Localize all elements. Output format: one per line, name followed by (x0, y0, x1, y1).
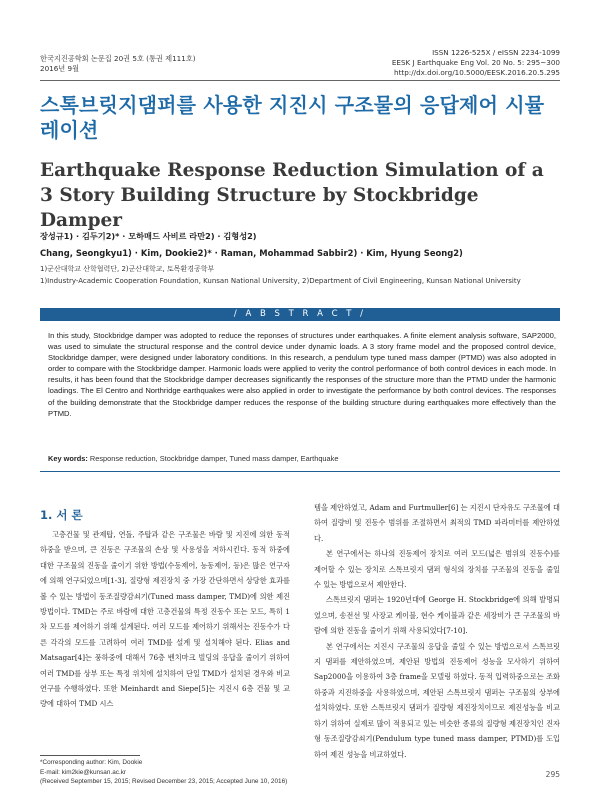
affiliation-english: 1)Industry-Academic Cooperation Foundation, Kunsan National University, 2)Department of Civil Engineering, Kunsan National University (40, 277, 521, 285)
page-number: 295 (545, 770, 560, 779)
abstract-label: / A B S T R A C T / (233, 309, 367, 319)
journal-date-ko: 2016년 9월 (40, 64, 80, 73)
journal-header-en (392, 48, 560, 78)
header-divider (40, 80, 560, 81)
doi-link[interactable]: http://dx.doi.org/10.5000/EESK.2016.20.5.295 (394, 68, 560, 77)
footnote (40, 758, 300, 787)
keywords-list: Response reduction, Stockbridge damper, Tuned mass damper, Earthquake (89, 454, 339, 463)
keywords-label: Key words: (48, 454, 88, 463)
title-korean: 스톡브릿지댐퍼를 사용한 지진시 구조물의 응답제어 시뮬레이션 (40, 93, 545, 142)
author-email[interactable]: E-mail: kim2kie@kunsan.ac.kr (40, 768, 127, 776)
body-column-right (314, 500, 560, 762)
received-dates: (Received September 15, 2015; Revised December 23, 2015; Accepted June 10, 2016) (40, 778, 288, 786)
corresponding-author: *Corresponding author: Kim, Dookie (40, 759, 143, 766)
authors-korean: 장성규1) · 김두기2)* · 모하매드 사비르 라만2) · 김형성2) (40, 231, 257, 241)
journal-name-ko: 한국지진공학회 논문집 20권 5호 (통권 제111호) (40, 54, 196, 63)
journal-header-ko (40, 54, 196, 74)
keywords (48, 454, 338, 463)
title-english: Earthquake Response Reduction Simulation of a 3 Story Building Structure by Stockbridge Damper (40, 160, 544, 231)
section-title-introduction: 1. 서 론 (40, 508, 83, 522)
authors-english: Chang, Seongkyu1) · Kim, Dookie2)* · Raman, Mohammad Sabbir2) · Kim, Hyung Seong2) (40, 248, 463, 258)
paragraph: 스톡브릿지 댐퍼는 1920년대에 George H. Stockbridge에 의해 발명되었으며, 송전선 및 사장교 케이블, 현수 케이블과 같은 세장비가 큰 구조물의 바람에 의한 진동을 줄이기 위해 사용되었다[7-10]. (314, 595, 560, 636)
affiliation-korean: 1)군산대학교 산학협력단, 2)군산대학교, 토목환경공학부 (40, 265, 215, 273)
journal-name-en: EESK J Earthquake Eng Vol. 20 No. 5: 295~300 (391, 58, 560, 67)
paragraph: 본 연구에서는 지진시 구조물의 응답을 줄일 수 있는 방법으로서 스톡브릿지 댐퍼를 제안하였으며, 제안된 방법의 진동제어 성능을 모사하기 위하여 Sap2000을 이용하여 3층 frame을 모델링 하였다. 동적 입력하중으로는 조화하중과 지진하중을 사용하였으며, 제안된 스톡브릿지 댐퍼는 구조물의 상부에 설치하였다. 또한 스톡브릿지 댐퍼가 질량형 제진장치이므로 제진성능을 비교하기 위하여 실제로 많이 적용되고 있는 비슷한 종류의 질량형 제진장치인 진자형 동조질량감쇠기(Pendulum type tuned mass damper, PTMD)를 도입하여 제진 성능을 비교하였다. (314, 641, 560, 759)
abstract-banner (40, 308, 560, 321)
body-column-left (40, 527, 290, 712)
abstract-text: In this study, Stockbridge damper was adopted to reduce the reponses of structures under earthquakes. A finite element analysis software, SAP2000, was used to simulate the structural response and the control device under dynamic loads. A 3 story frame model and the proposed control device, Stockbridge damper, were designed under laboratory conditions. In this research, a pendulum type tuned mass damper (PTMD) was also adopted in order to compare with the Stockbridge damper. Harmonic loads were applied to verity the control performance of both control devices in each mode. In results, it has been found that the Stockbridge damper decreases significantly the responses of the structure more than the PTMD under the harmonic loadings. The El Centro and Northridge earthquakes were also applied in order to investigate the performance by both control devices. The responses of the building demonstrate that the Stockbridge damper reduces the response of the building structure during earthquakes more effectively than the PTMD. (48, 331, 556, 418)
abstract-divider (40, 471, 560, 472)
issn-line: ISSN 1226-525X / eISSN 2234-1099 (432, 48, 560, 57)
footnote-divider (40, 755, 140, 756)
paragraph: 템을 제안하였고, Adam and Furtmuller[6] 는 지진시 단자유도 구조물에 대하여 질량비 및 진동수 범위를 조절하면서 최적의 TMD 파라미터를 제안하였다. (314, 503, 560, 543)
paragraph: 본 연구에서는 하나의 진동제어 장치로 여러 모드(넓은 범위의 진동수)를 제어할 수 있는 장치로 스톡브릿지 댐퍼 형식의 장치를 구조물의 진동을 줄일 수 있는 방법으로서 제안한다. (314, 549, 560, 590)
paragraph: 고층건물 및 관제탑, 연돌, 주탑과 같은 구조물은 바람 및 지진에 의한 동적 하중을 받으며, 큰 진동은 구조물의 손상 및 사용성을 저하시킨다. 동적 하중에 대한 구조물의 진동을 줄이기 위한 방법(수동제어, 능동제어, 등)은 많은 연구자에 의해 연구되었으며[1-3], 질량형 제진장치 중 가장 간단하면서 상당한 효과를 볼 수 있는 방법이 동조질량감쇠기(Tuned mass damper, TMD)에 의한 제진방법이다. TMD는 주로 바람에 대한 고층건물의 특정 진동수 또는 모드, 특히 1차 모드를 제어하기 위해 설계된다. 여러 모드를 제어하기 위해서는 진동수가 다른 각각의 모드를 고려하여 여러 TMD를 설계 및 설치해야 된다. Elias and Matsagar[4]는 풍하중에 대해서 76층 벤치마크 빌딩의 응답을 줄이기 위하여 여러 TMD를 상부 또는 특정 위치에 설치하여 단일 TMD가 설치된 경우와 비교연구를 수행하였다. 또한 Meinhardt and Siepe[5]는 지진시 6층 건물 및 교량에 대하여 TMD 시스 (40, 530, 290, 709)
